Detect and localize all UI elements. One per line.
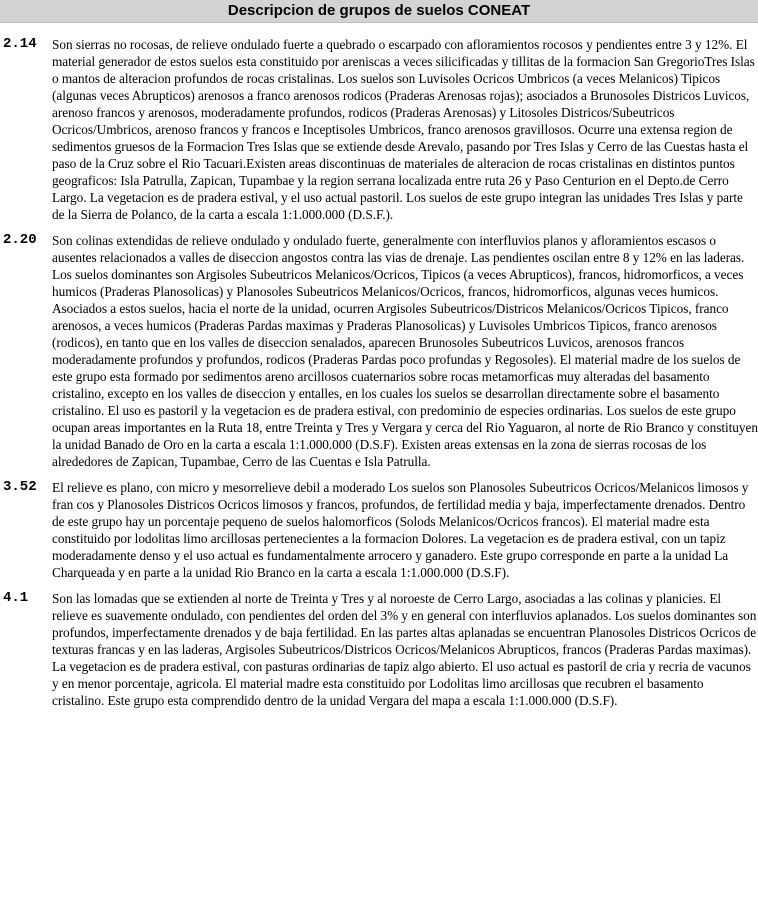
soil-group-code: 2.14 bbox=[3, 36, 37, 52]
soil-group-list bbox=[0, 36, 758, 709]
soil-group-description: Son las lomadas que se extienden al norte de Treinta y Tres y al noroeste de Cerro Largo, asociadas a las colinas y planicies. El relieve es suavemente ondulado, con pendientes del orden del 3% y en general con interfluvios aplanados. Los suelos dominantes son profundos, imperfectamente drenados y de baja fertilidad. En las partes altas aplanadas se encuentran Planosoles Districos Ocricos de texturas francas y en las laderas, Argisoles Subeutricos/Districos Ocricos/Melanicos Abrupticos, francos (Praderas Pardas maximas). La vegetacion es de pradera estival, con pasturas ordinarias de tapiz algo abierto. El uso actual es pastoril de cria y recria de vacunos y en menor porcentaje, agricola. El material madre esta constituido por Lodolitas limo arcillosas que recubren el basamento cristalino. Este grupo esta comprendido dentro de la unidad Vergara del mapa a escala 1:1.000.000 (D.S.F). bbox=[52, 591, 757, 708]
soil-group-item bbox=[0, 36, 758, 223]
soil-group-description: Son sierras no rocosas, de relieve ondulado fuerte a quebrado o escarpado con afloramientos rocosos y pendientes entre 3 y 12%. El material generador de estos suelos esta constituido por areniscas a veces silicificadas y tillitas de la formacion San GregorioTres Islas o mantos de alteracion profundos de rocas cristalinas. Los suelos son Luvisoles Ocricos Umbricos (a veces Melanicos) Tipicos (algunas veces Abrupticos) arenosos a franco arenosos rodicos (Praderas Arenosas rojas); asociados a Brunosoles Districos Luvicos, arenoso francos y arenosos, moderadamente profundos, rodicos (Praderas Arenosas) y Litosoles Districos/Subeutricos Ocricos/Umbricos, arenoso francos y francos e Inceptisoles Umbricos, franco arenosos gravillosos. Ocurre una extensa region de sedimentos gruesos de la Formacion Tres Islas que se extiende desde Arevalo, pasando por Tres Islas y Cerro de las Cuestas hasta el paso de la Cruz sobre el Rio Tacuari.Existen areas discontinuas de materiales de alteracion de rocas cristalinas en distintos puntos geograficos: Isla Patrulla, Zapican, Tupambae y la region serrana localizada entre ruta 26 y Paso Centurion en el Depto.de Cerro Largo. La vegetacion es de pradera estival, y el uso actual pastoril. Los suelos de este grupo integran las unidades Tres Islas y parte de la Sierra de Polanco, de la carta a escala 1:1.000.000 (D.S.F.). bbox=[52, 37, 755, 222]
soil-group-code: 2.20 bbox=[3, 232, 37, 248]
page-title: Descripcion de grupos de suelos CONEAT bbox=[227, 2, 531, 19]
soil-group-description: Son colinas extendidas de relieve ondulado y ondulado fuerte, generalmente con interfluvios planos y afloramientos escasos o ausentes relacionados a valles de diseccion angostos contra las vias de drenaje. Las pendientes oscilan entre 8 y 12% en las laderas. Los suelos dominantes son Argisoles Subeutricos Melanicos/Ocricos, Tipicos (a veces Abrupticos), francos, hidromorficos, a veces humicos (Praderas Planosolicas) y Planosoles Subeutricos Melanicos/Ocricos, francos, hidromorficos, algunas veces humicos. Asociados a estos suelos, hacia el norte de la unidad, ocurren Argisoles Subeutricos/Districos Melanicos/Ocricos Tipicos, franco arenosos, a veces humicos (Praderas Pardas maximas y Praderas Planosolicas) y Luvisoles Umbricos Tipicos, franco arenosos (rodicos), en tanto que en los valles de diseccion senalados, aparecen Brunosoles Subeutricos Luvicos, arenosos francos moderadamente profundos y profundos, rodicos (Praderas Pardas poco profundas y Regosoles). El material madre de los suelos de este grupo esta formado por sedimentos areno arcillosos cuaternarios sobre rocas metamorficas muy alteradas del basamento cristalino, excepto en los valles de diseccion y entalles, en los cuales los suelos se desarrollan directamente sobre el basamento cristalino. El uso es pastoril y la vegetacion es de pradera estival, con predominio de especies ordinarias. Los suelos de este grupo ocupan areas importantes en la Ruta 18, entre Treinta y Tres y Vergara y cerca del Rio Yaguaron, al norte de Rio Branco y constituyen la unidad Banado de Oro en la carta a escala 1:1.000.000 (D.S.F). Existen areas extensas en la zona de sierras rocosas de los alrededores de Zapican, Tupambae, Cerro de las Cuentas e Isla Patrulla. bbox=[52, 233, 758, 469]
soil-group-item bbox=[0, 232, 758, 470]
soil-group-code: 3.52 bbox=[3, 479, 37, 495]
soil-group-description: El relieve es plano, con micro y mesorrelieve debil a moderado Los suelos son Planosoles Subeutricos Ocricos/Melanicos limosos y fran cos y Planosoles Districos Ocricos limosos y francos, profundos, de fertilidad media y baja, imperfectamente drenados. Dentro de este grupo hay un porcentaje pequeno de suelos halomorficos (Solods Melanicos/Ocricos francos). El material madre esta constituido por lodolitas limo arcillosas pertenecientes a la formacion Dolores. La vegetacion es de pradera estival, con un tapiz moderadamente denso y el uso actual es fundamentalmente arrocero y ganadero. Este grupo corresponde en parte a la unidad La Charqueada y en parte a la unidad Rio Branco en la carta a escala 1:1.000.000 (D.S.F). bbox=[52, 480, 749, 580]
soil-group-code: 4.1 bbox=[3, 590, 29, 606]
soil-group-item bbox=[0, 590, 758, 709]
soil-group-item bbox=[0, 479, 758, 581]
page-title-bar bbox=[0, 0, 758, 23]
